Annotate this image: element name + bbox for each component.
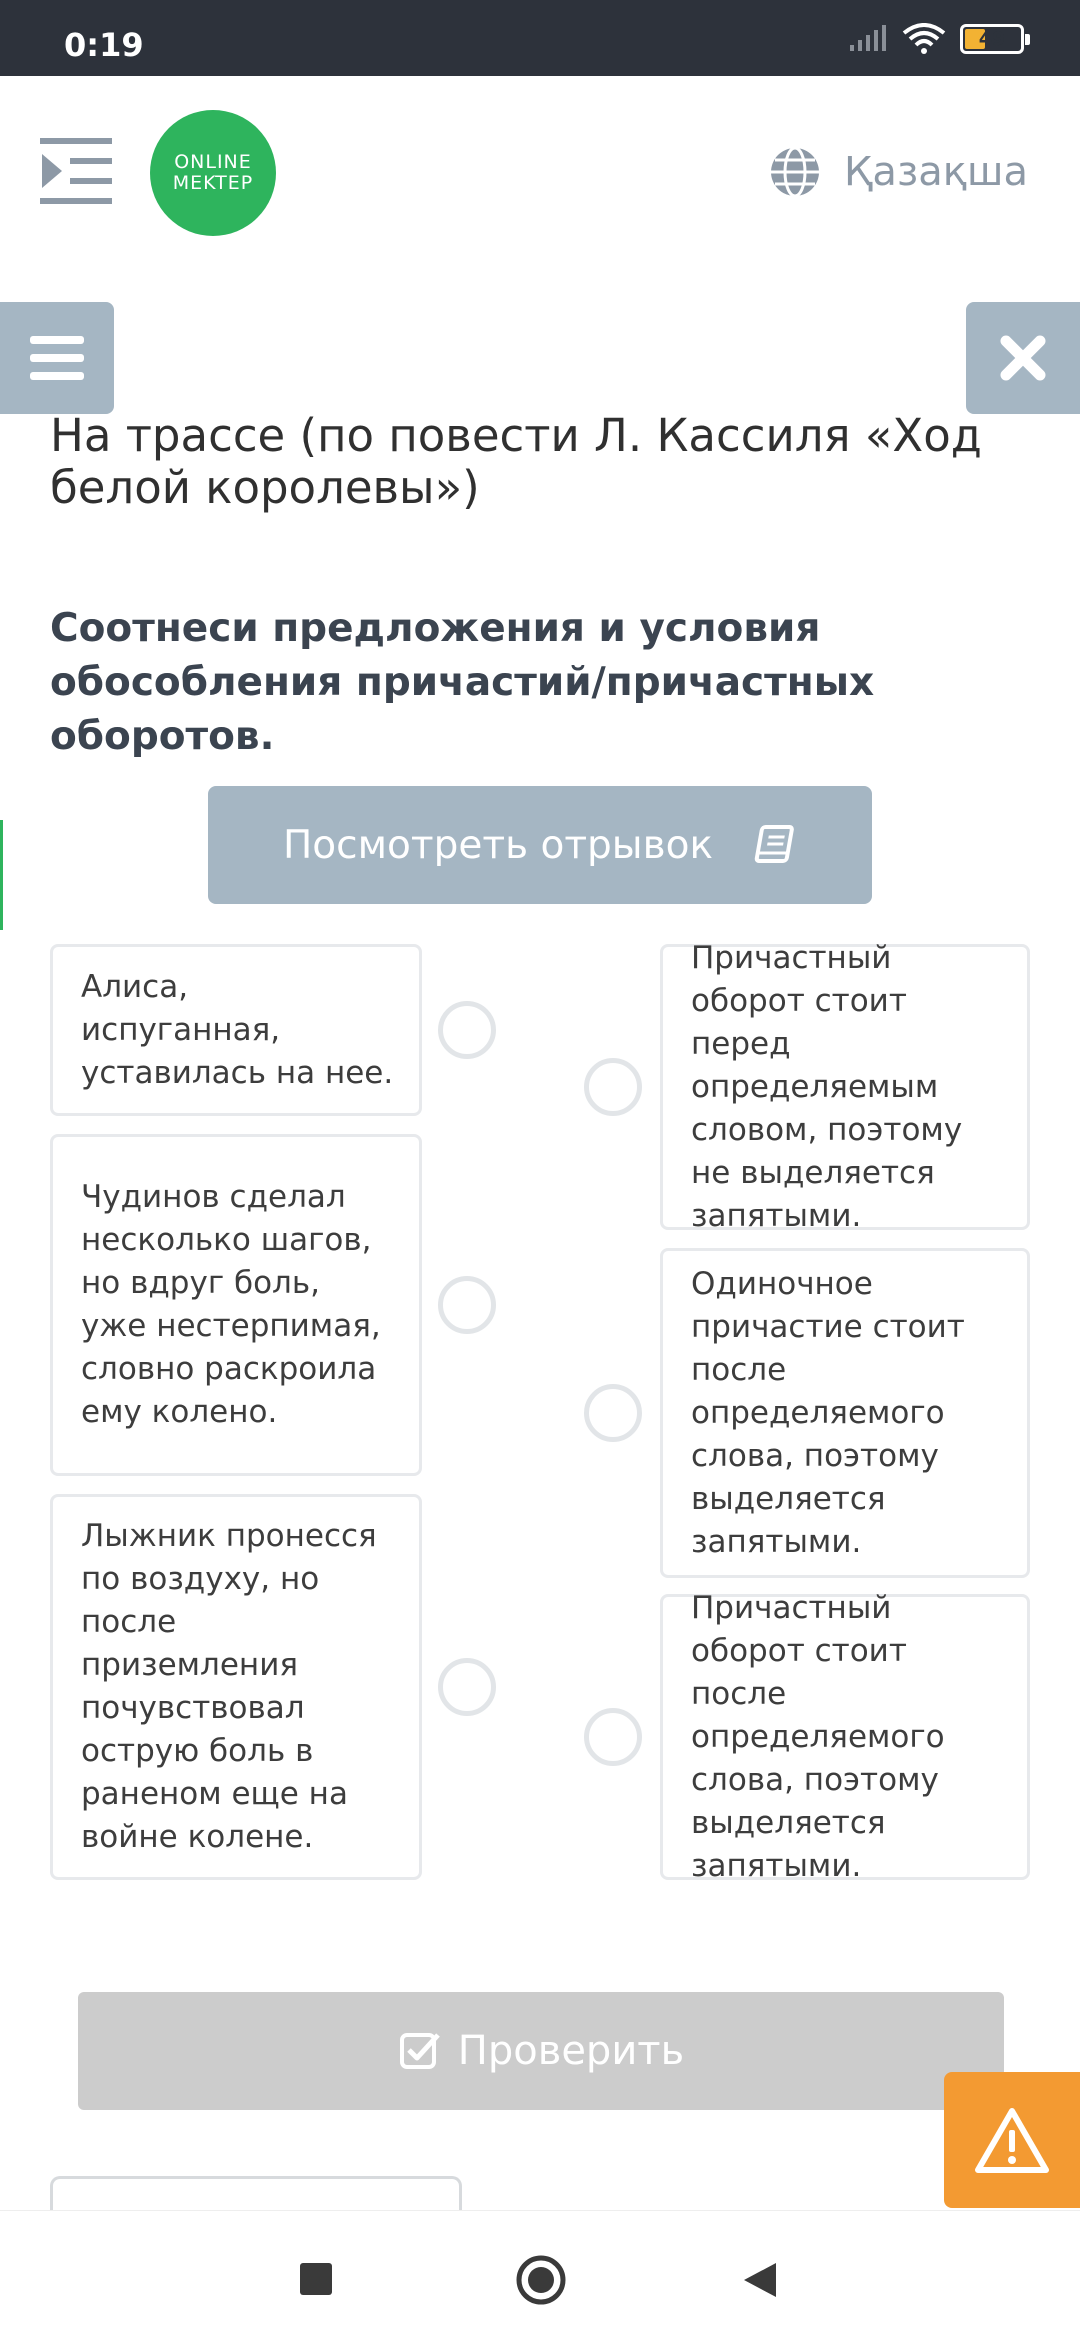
left-accent-line [0, 820, 3, 930]
system-nav-bar [0, 2210, 1080, 2340]
close-button[interactable] [966, 302, 1080, 414]
home-icon[interactable] [516, 2255, 566, 2305]
language-switcher[interactable] [768, 142, 1028, 202]
left-connector-3[interactable] [438, 1658, 496, 1716]
left-match-text: Лыжник пронесся по воздуху, но после приземления почувствовал острую боль в раненом еще на войне колене. [81, 1518, 377, 1855]
left-connector-1[interactable] [438, 1001, 496, 1059]
left-match-item-3[interactable] [50, 1494, 422, 1880]
wifi-icon [902, 23, 946, 55]
close-icon [966, 302, 1080, 414]
back-icon[interactable] [742, 2261, 778, 2299]
language-label: Қазақша [844, 149, 1028, 195]
logo-line1: ONLINE [174, 151, 252, 173]
check-label: Проверить [457, 2028, 685, 2074]
globe-icon [768, 145, 822, 199]
left-match-text: Чудинов сделал несколько шагов, но вдруг боль, уже нестерпимая, словно раскроила ему колено. [81, 1179, 381, 1430]
app-header [0, 76, 1080, 266]
right-match-text: Причастный оборот стоит перед определяемым словом, поэтому не выделяется запятыми. [691, 939, 963, 1234]
right-connector-2[interactable] [584, 1384, 642, 1442]
menu-toggle-button[interactable] [40, 138, 112, 204]
battery-icon [960, 24, 1024, 54]
battery-level: 49 [978, 28, 1006, 50]
status-bar [0, 0, 1080, 76]
right-connector-3[interactable] [584, 1708, 642, 1766]
left-match-item-2[interactable] [50, 1134, 422, 1476]
status-icons [848, 24, 1024, 54]
right-match-text: Причастный оборот стоит после определяемого слова, поэтому выделяется запятыми. [691, 1589, 945, 1884]
menu-collapse-icon [40, 138, 112, 204]
view-excerpt-label: Посмотреть отрывок [282, 822, 713, 868]
status-time: 0:19 [64, 26, 144, 64]
warning-icon [974, 2106, 1050, 2174]
checkbox-icon [398, 2029, 442, 2073]
side-menu-button[interactable] [0, 302, 114, 414]
hamburger-icon [0, 302, 114, 414]
right-connector-1[interactable] [584, 1058, 642, 1116]
online-mektep-logo[interactable] [150, 110, 276, 236]
check-button[interactable] [78, 1992, 1004, 2110]
logo-line2: MEKTEP [172, 172, 254, 194]
recents-icon[interactable] [300, 2263, 332, 2295]
left-connector-2[interactable] [438, 1276, 496, 1334]
report-problem-button[interactable] [944, 2072, 1080, 2208]
right-match-item-3[interactable] [660, 1589, 1030, 1884]
right-match-text: Одиночное причастие стоит после определяемого слова, поэтому выделяется запятыми. [691, 1265, 965, 1560]
lesson-title: На трассе (по повести Л. Кассиля «Ход белой королевы») [50, 409, 982, 514]
signal-icon [848, 25, 888, 53]
right-match-item-1[interactable] [660, 939, 1030, 1234]
left-match-text: Алиса, испуганная, уставилась на нее. [81, 968, 394, 1091]
right-match-item-2[interactable] [660, 1248, 1030, 1578]
view-excerpt-button[interactable] [208, 786, 872, 904]
task-title: Соотнеси предложения и условия обособления причастий/причастных оборотов. [50, 606, 875, 759]
left-match-item-1[interactable] [50, 944, 422, 1116]
book-icon [753, 823, 797, 867]
